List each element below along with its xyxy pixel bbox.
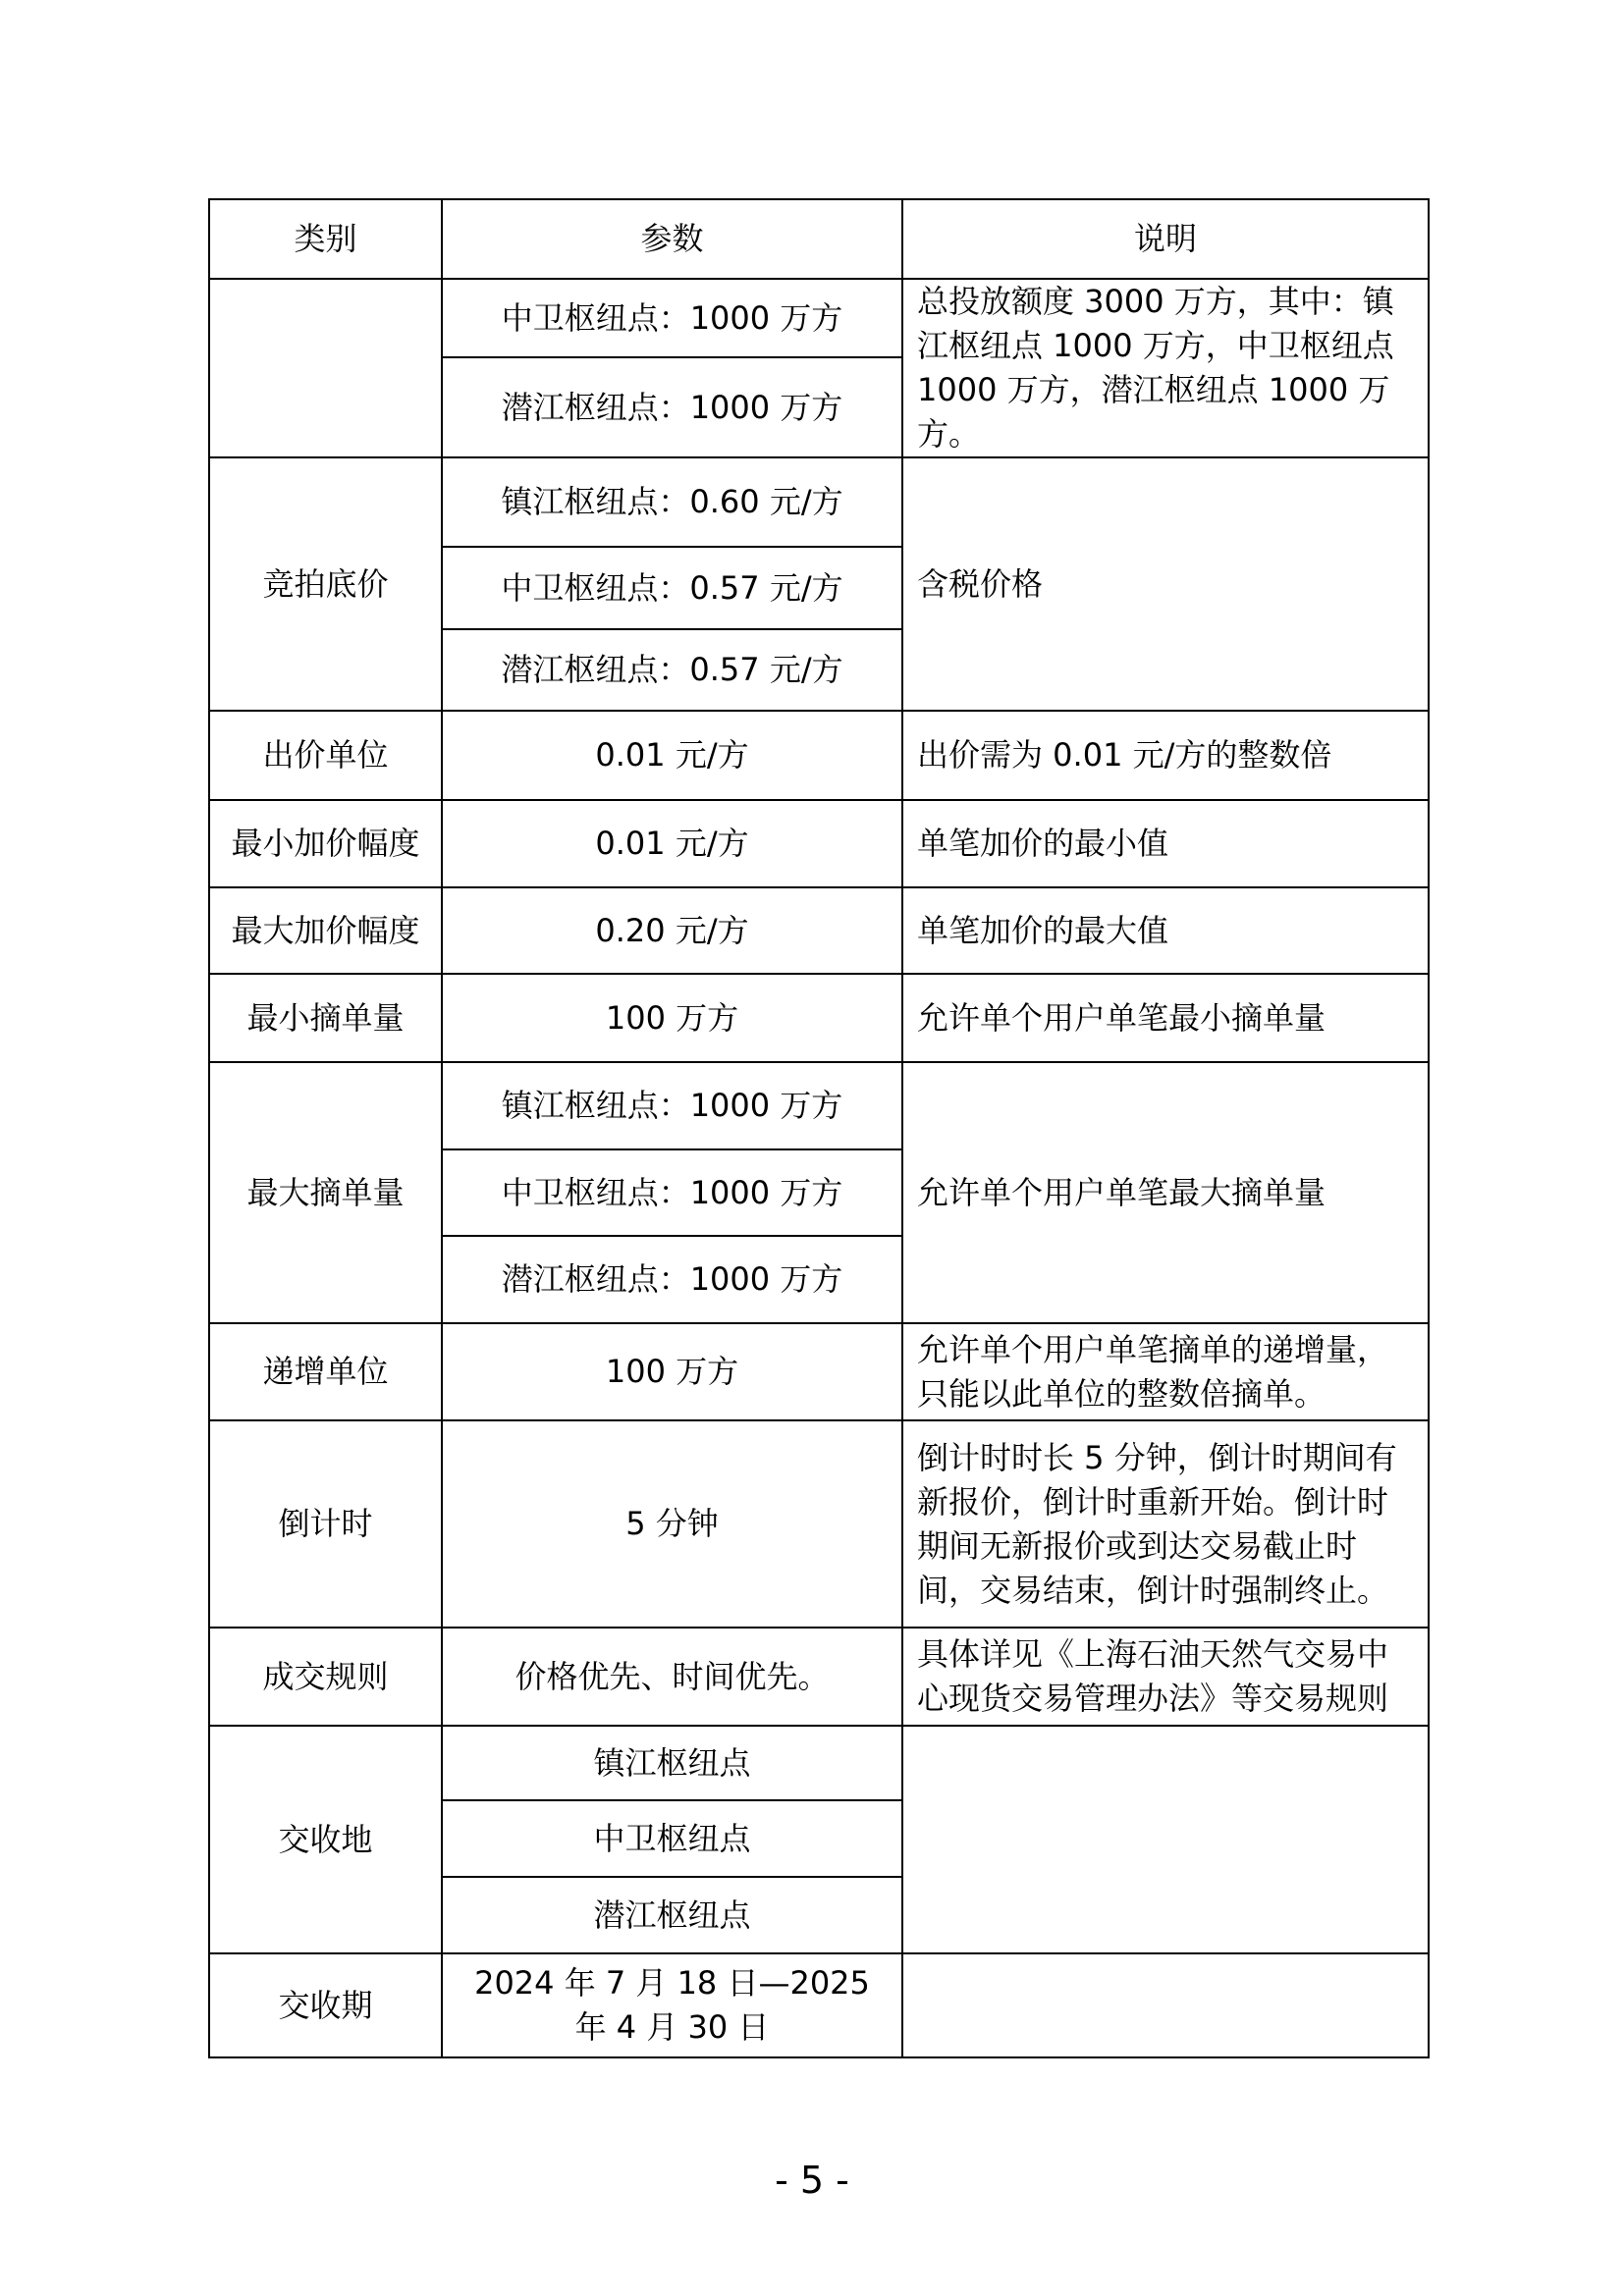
delivery-location-qianjiang: 潜江枢纽点 (442, 1877, 902, 1953)
delivery-location-zhenjiang: 镇江枢纽点 (442, 1726, 902, 1800)
bid-unit-category: 出价单位 (209, 711, 442, 800)
delivery-period-category: 交收期 (209, 1953, 442, 2057)
header-description: 说明 (902, 199, 1429, 279)
bid-unit-param: 0.01 元/方 (442, 711, 902, 800)
min-increment-param: 0.01 元/方 (442, 800, 902, 887)
parameters-table (208, 198, 1430, 2058)
table-row (209, 1726, 1429, 1800)
reserve-price-param-zhongwei: 中卫枢纽点：0.57 元/方 (442, 547, 902, 629)
volume-description: 总投放额度 3000 万方，其中：镇江枢纽点 1000 万方，中卫枢纽点 1000 万方，潜江枢纽点 1000 万方。 (902, 279, 1429, 457)
min-increment-description: 单笔加价的最小值 (902, 800, 1429, 887)
table-row (209, 1953, 1429, 2057)
step-unit-description: 允许单个用户单笔摘单的递增量，只能以此单位的整数倍摘单。 (902, 1323, 1429, 1420)
delivery-location-description (902, 1726, 1429, 1953)
header-category: 类别 (209, 199, 442, 279)
deal-rule-param: 价格优先、时间优先。 (442, 1628, 902, 1726)
volume-category (209, 279, 442, 457)
table-row (209, 800, 1429, 887)
deal-rule-description: 具体详见《上海石油天然气交易中心现货交易管理办法》等交易规则 (902, 1628, 1429, 1726)
delivery-location-category: 交收地 (209, 1726, 442, 1953)
reserve-price-param-zhenjiang: 镇江枢纽点：0.60 元/方 (442, 457, 902, 547)
table-row (209, 1420, 1429, 1628)
table-header-row (209, 199, 1429, 279)
reserve-price-description: 含税价格 (902, 457, 1429, 711)
max-increment-param: 0.20 元/方 (442, 887, 902, 974)
max-pick-param-qianjiang: 潜江枢纽点：1000 万方 (442, 1236, 902, 1323)
table-row (209, 1323, 1429, 1420)
volume-param-zhongwei: 中卫枢纽点：1000 万方 (442, 279, 902, 357)
max-increment-description: 单笔加价的最大值 (902, 887, 1429, 974)
max-pick-description: 允许单个用户单笔最大摘单量 (902, 1062, 1429, 1323)
table-row (209, 457, 1429, 547)
min-pick-category: 最小摘单量 (209, 974, 442, 1062)
page-number: - 5 - (775, 2159, 849, 2202)
header-parameter: 参数 (442, 199, 902, 279)
deal-rule-category: 成交规则 (209, 1628, 442, 1726)
step-unit-param: 100 万方 (442, 1323, 902, 1420)
table-row (209, 711, 1429, 800)
countdown-category: 倒计时 (209, 1420, 442, 1628)
max-pick-param-zhongwei: 中卫枢纽点：1000 万方 (442, 1149, 902, 1236)
table-row (209, 1628, 1429, 1726)
max-pick-param-zhenjiang: 镇江枢纽点：1000 万方 (442, 1062, 902, 1149)
table-row (209, 974, 1429, 1062)
table-row (209, 887, 1429, 974)
reserve-price-param-qianjiang: 潜江枢纽点：0.57 元/方 (442, 629, 902, 711)
volume-param-qianjiang: 潜江枢纽点：1000 万方 (442, 357, 902, 457)
delivery-period-description (902, 1953, 1429, 2057)
delivery-period-param: 2024 年 7 月 18 日—2025 年 4 月 30 日 (442, 1953, 902, 2057)
reserve-price-category: 竞拍底价 (209, 457, 442, 711)
min-increment-category: 最小加价幅度 (209, 800, 442, 887)
step-unit-category: 递增单位 (209, 1323, 442, 1420)
bid-unit-description: 出价需为 0.01 元/方的整数倍 (902, 711, 1429, 800)
delivery-location-zhongwei: 中卫枢纽点 (442, 1800, 902, 1877)
countdown-param: 5 分钟 (442, 1420, 902, 1628)
max-increment-category: 最大加价幅度 (209, 887, 442, 974)
min-pick-param: 100 万方 (442, 974, 902, 1062)
min-pick-description: 允许单个用户单笔最小摘单量 (902, 974, 1429, 1062)
table-row (209, 1062, 1429, 1149)
max-pick-category: 最大摘单量 (209, 1062, 442, 1323)
countdown-description: 倒计时时长 5 分钟，倒计时期间有新报价，倒计时重新开始。倒计时期间无新报价或到达交易截止时间，交易结束，倒计时强制终止。 (902, 1420, 1429, 1628)
table-row (209, 279, 1429, 357)
